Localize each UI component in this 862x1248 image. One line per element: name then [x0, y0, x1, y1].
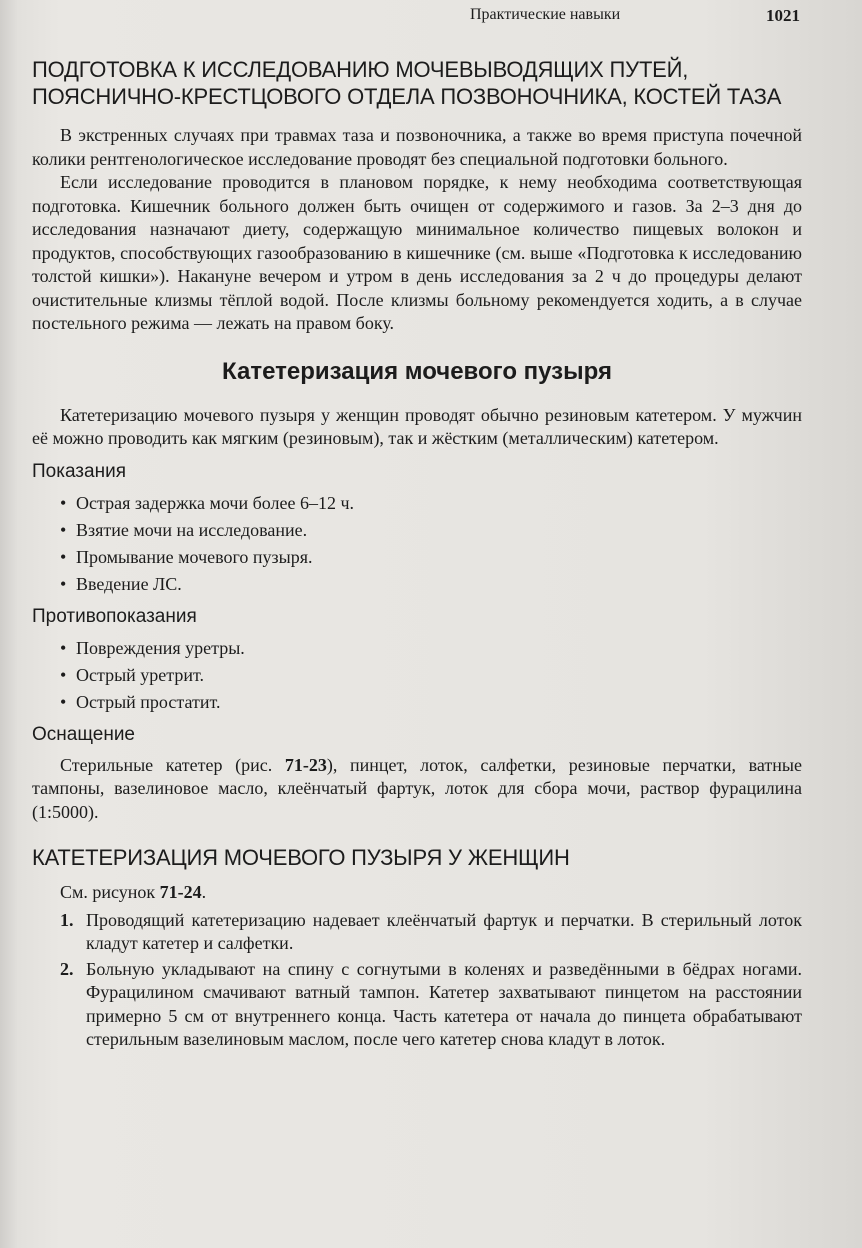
paragraph-see-figure	[32, 881, 802, 905]
paragraph-catheter-intro: Катетеризацию мочевого пузыря у женщин проводят обычно резиновым катетером. У мужчин её можно проводить как мягким (резиновым), так и жёстким (металлическим) катетером.	[32, 404, 802, 448]
figure-ref-71-24[interactable]: 71-24	[159, 882, 202, 902]
list-item: • Повреждения уретры.	[60, 636, 802, 660]
running-title: Практические навыки	[470, 6, 621, 23]
see-figure-text: См. рисунок	[60, 882, 160, 902]
page-content	[32, 56, 802, 1054]
figure-ref-71-23[interactable]: 71-23	[284, 754, 327, 775]
chapter-title-catheterization: Катетеризация мочевого пузыря	[222, 357, 612, 385]
equipment-text-end: ), пинцет, лоток, салфетки, резиновые перчатки, ватные тампоны, вазелиновое масло, клеёнчатый фартук, лоток для сбора мочи, раствор фурацилина (1:5000).	[32, 754, 802, 822]
indications-list	[32, 491, 802, 596]
section-title-preparation: ПОДГОТОВКА К ИССЛЕДОВАНИЮ МОЧЕВЫВОДЯЩИХ ПУТЕЙ, ПОЯСНИЧНО-КРЕСТЦОВОГО ОТДЕЛА ПОЗВОНОЧНИКА, КОСТЕЙ ТАЗА	[32, 57, 782, 109]
section-title-female-catheterization: КАТЕТЕРИЗАЦИЯ МОЧЕВОГО ПУЗЫРЯ У ЖЕНЩИН	[32, 845, 570, 870]
paragraph-equipment	[32, 754, 802, 825]
step-text: Больную укладывают на спину с согнутыми в коленях и разведёнными в бёдрах ногами. Фурацилином смачивают ватный тампон. Катетер захватывают пинцетом на расстоянии примерно 5 см от внутреннего конца. Часть катетера от начала до пинцета обрабатывают стерильным вазелиновым маслом, после чего катетер снова кладут в лоток.	[86, 958, 802, 1049]
step-item	[60, 909, 802, 956]
list-item: • Взятие мочи на исследование.	[60, 518, 802, 542]
list-item: • Промывание мочевого пузыря.	[60, 545, 802, 569]
equipment-heading: Оснащение	[32, 723, 135, 745]
contraindications-heading: Противопоказания	[32, 605, 197, 627]
running-head	[470, 6, 800, 26]
step-number: 2.	[60, 958, 74, 979]
step-item	[60, 958, 802, 1052]
list-item: • Введение ЛС.	[60, 572, 802, 596]
step-number: 1.	[60, 909, 74, 930]
see-figure-end: .	[201, 882, 207, 902]
equipment-text-start: Стерильные катетер (рис.	[60, 754, 285, 775]
procedure-steps	[32, 909, 802, 1052]
list-item: • Острый уретрит.	[60, 663, 802, 687]
indications-heading: Показания	[32, 460, 126, 482]
paragraph-planned: Если исследование проводится в плановом порядке, к нему необходима соответствующая подготовка. Кишечник больного должен быть очищен от содержимого и газов. За 2–3 дня до исследования назначают диету, содержащую минимальное количество пищевых волокон и продуктов, способствующих газообразованию в кишечнике (см. выше «Подготовка к исследованию толстой кишки»). Накануне вечером и утром в день исследования за 2 ч до процедуры делают очистительные клизмы тёплой водой. После клизмы больному рекомендуется ходить, а в случае постельного режима — лежать на правом боку.	[32, 172, 802, 333]
list-item: • Острая задержка мочи более 6–12 ч.	[60, 491, 802, 515]
page-number: 1021	[766, 6, 800, 25]
step-text: Проводящий катетеризацию надевает клеёнчатый фартук и перчатки. В стерильный лоток кладут катетер и салфетки.	[86, 909, 802, 953]
paragraph-emergency: В экстренных случаях при травмах таза и позвоночника, а также во время приступа почечной колики рентгенологическое исследование проводят без специальной подготовки больного.	[32, 125, 802, 169]
list-item: • Острый простатит.	[60, 690, 802, 714]
contraindications-list	[32, 636, 802, 714]
